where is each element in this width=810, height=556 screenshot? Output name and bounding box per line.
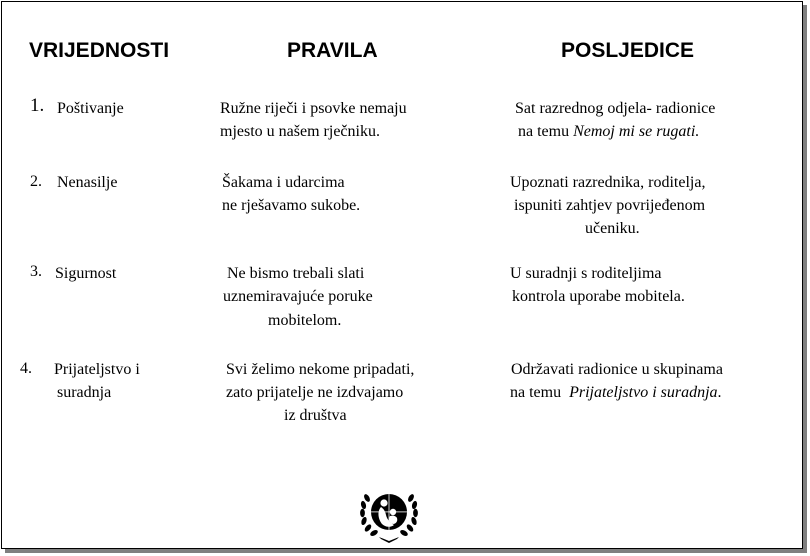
document-frame xyxy=(1,1,803,549)
consequence-4-prefix: na temu xyxy=(510,384,570,401)
header-values: VRIJEDNOSTI xyxy=(29,39,170,62)
consequence-4-line-2 xyxy=(510,381,722,404)
consequence-4-topic: Prijateljstvo i suradnja xyxy=(569,384,718,401)
value-1: Poštivanje xyxy=(57,100,124,117)
rule-4-line-3: iz društva xyxy=(284,407,347,424)
consequence-2-line-2: ispuniti zahtjev povrijeđenom xyxy=(514,197,706,214)
rule-4-line-1: Svi želimo nekome pripadati, xyxy=(226,361,415,378)
consequence-2-line-1: Upoznati razrednika, roditelja, xyxy=(510,174,706,191)
row-number-2: 2. xyxy=(30,173,42,190)
consequence-1-line-2 xyxy=(518,120,699,143)
consequence-2-line-3: učeniku. xyxy=(585,220,640,237)
row-number-3: 3. xyxy=(30,263,42,280)
consequence-3-line-1: U suradnji s roditeljima xyxy=(510,265,662,282)
rule-2-line-1: Šakama i udarcima xyxy=(222,174,345,191)
rule-3-line-3: mobitelom. xyxy=(268,312,342,329)
consequence-4-suffix: . xyxy=(717,384,722,401)
consequence-1-prefix: na temu xyxy=(518,123,574,140)
row-number-4: 4. xyxy=(20,360,32,377)
consequence-1-topic: Nemoj mi se rugati. xyxy=(573,123,700,140)
rule-3-line-2: uznemiravajuće poruke xyxy=(223,288,373,305)
unicef-emblem-icon xyxy=(357,488,421,544)
rule-1-line-1: Ružne riječi i psovke nemaju xyxy=(220,100,407,117)
rule-3-line-1: Ne bismo trebali slati xyxy=(227,265,365,282)
row-number-1: 1. xyxy=(30,95,45,116)
rule-1-line-2: mjesto u našem rječniku. xyxy=(220,123,380,140)
rule-4-line-2: zato prijatelje ne izdvajamo xyxy=(226,384,404,401)
value-2: Nenasilje xyxy=(57,174,118,191)
header-rules: PRAVILA xyxy=(287,39,378,62)
rule-2-line-2: ne rješavamo sukobe. xyxy=(222,197,361,214)
value-3: Sigurnost xyxy=(55,265,117,282)
value-4-line-1: Prijateljstvo i xyxy=(54,361,140,378)
consequence-4-line-1: Održavati radionice u skupinama xyxy=(511,361,723,378)
consequence-1-line-1: Sat razrednog odjela- radionice xyxy=(515,100,716,117)
header-consequences: POSLJEDICE xyxy=(561,39,695,62)
consequence-3-line-2: kontrola uporabe mobitela. xyxy=(512,288,685,305)
value-4-line-2: suradnja xyxy=(57,384,112,401)
